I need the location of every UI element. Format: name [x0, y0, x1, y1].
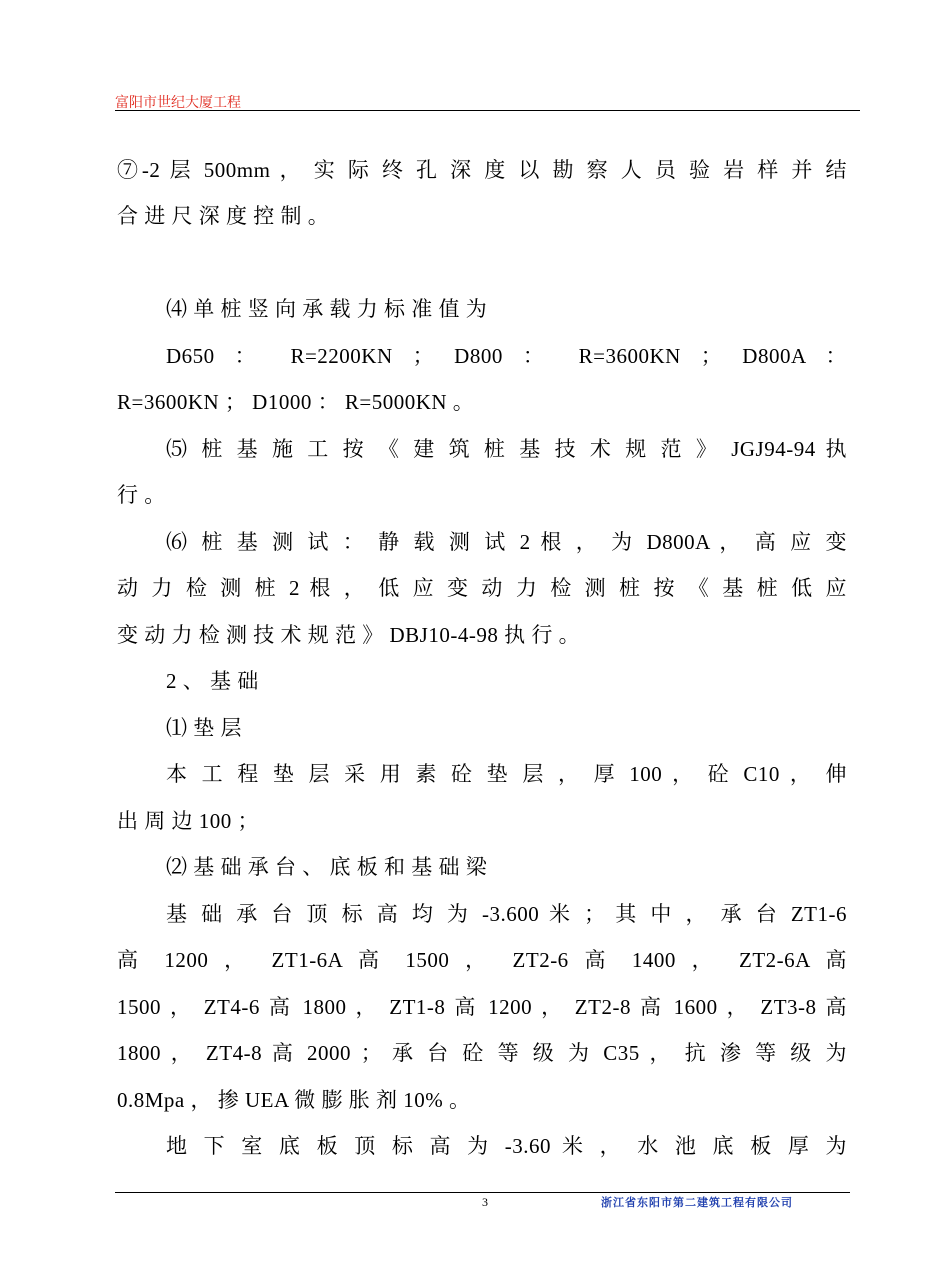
body-line: ⑦-2 层 500mm ， 实 际 终 孔 深 度 以 勘 察 人 员 验 岩 样 并 结: [117, 158, 847, 182]
body-line: D650 ： R=2200KN ； D800 ： R=3600KN ； D800A ：: [166, 344, 847, 368]
footer-divider: [115, 1192, 850, 1193]
body-line: 地 下 室 底 板 顶 标 高 为 -3.60 米 ， 水 池 底 板 厚 为: [166, 1134, 847, 1158]
body-line: 合 进 尺 深 度 控 制 。: [117, 204, 330, 228]
body-line: 本 工 程 垫 层 采 用 素 砼 垫 层 ， 厚 100 ， 砼 C10 ， 伸: [166, 762, 847, 786]
body-line: 行 。: [117, 483, 166, 507]
body-line: ⑸ 桩 基 施 工 按 《 建 筑 桩 基 技 术 规 范 》 JGJ94-94 执: [166, 437, 847, 461]
subsection-heading: ⑴ 垫 层: [166, 716, 242, 740]
subsection-heading: ⑵ 基 础 承 台 、 底 板 和 基 础 梁: [166, 855, 488, 879]
body-line: ⑷ 单 桩 竖 向 承 载 力 标 准 值 为: [166, 297, 488, 321]
body-line: 变 动 力 检 测 技 术 规 范 》 DBJ10-4-98 执 行 。: [117, 623, 581, 647]
body-line: R=3600KN ； D1000 ： R=5000KN 。: [117, 390, 475, 414]
header-divider: [115, 110, 860, 111]
body-line: ⑹ 桩 基 测 试 ： 静 载 测 试 2 根 ， 为 D800A ， 高 应 变: [166, 530, 847, 554]
page-number: 3: [482, 1195, 488, 1209]
body-line: 1800 ， ZT4-8 高 2000 ； 承 台 砼 等 级 为 C35 ， 抗 渗 等 级 为: [117, 1041, 847, 1065]
body-line: 动 力 检 测 桩 2 根 ， 低 应 变 动 力 检 测 桩 按 《 基 桩 低 应: [117, 576, 847, 600]
body-line: 1500 ， ZT4-6 高 1800 ， ZT1-8 高 1200 ， ZT2-8 高 1600 ， ZT3-8 高: [117, 995, 847, 1019]
section-heading: 2 、 基 础: [166, 669, 259, 693]
body-line: 高 1200 ， ZT1-6A 高 1500 ， ZT2-6 高 1400 ， ZT2-6A 高: [117, 948, 847, 972]
body-line: 基 础 承 台 顶 标 高 均 为 -3.600 米 ； 其 中 ， 承 台 ZT1-6: [166, 902, 847, 926]
header-title: 富阳市世纪大厦工程: [115, 95, 241, 111]
footer-company: 浙江省东阳市第二建筑工程有限公司: [601, 1196, 793, 1209]
body-line: 0.8Mpa ， 掺 UEA 微 膨 胀 剂 10% 。: [117, 1088, 471, 1112]
body-line: 出 周 边 100 ；: [117, 809, 259, 833]
